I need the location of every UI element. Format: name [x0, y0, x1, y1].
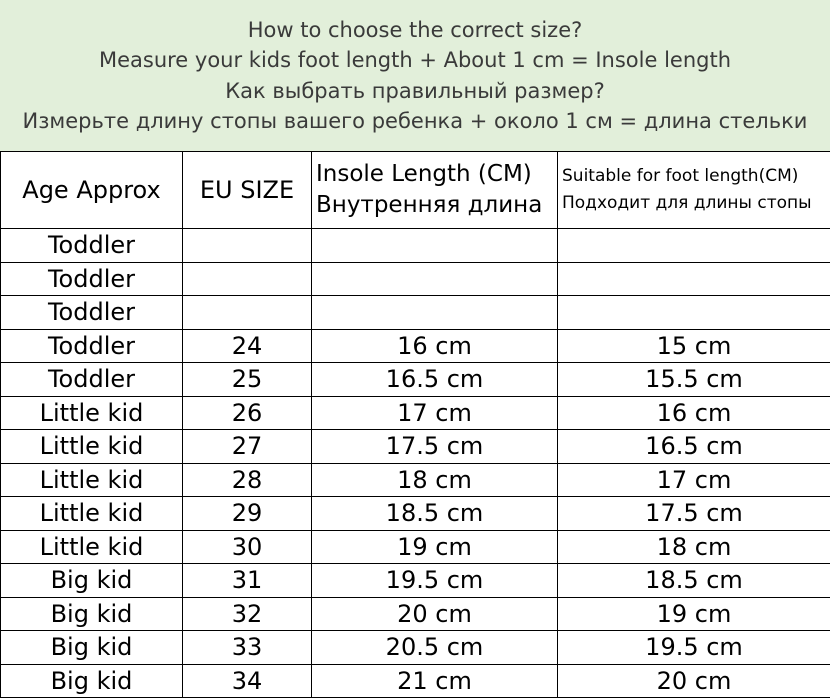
eu-size-cell [183, 229, 312, 263]
foot-length-cell: 15 cm [558, 329, 830, 363]
eu-size-cell: 33 [183, 631, 312, 665]
table-row [1, 597, 830, 631]
foot-length-cell: 17.5 cm [558, 497, 830, 531]
age-cell: Big kid [1, 631, 183, 665]
foot-length-cell: 17 cm [558, 463, 830, 497]
age-cell: Little kid [1, 530, 183, 564]
insole-length-cell: 16.5 cm [312, 363, 558, 397]
foot-length-cell [558, 229, 830, 263]
age-cell: Toddler [1, 262, 183, 296]
header-insole-length-ru: Внутренняя длина [316, 190, 557, 221]
table-row [1, 363, 830, 397]
table-row [1, 463, 830, 497]
eu-size-cell: 31 [183, 564, 312, 598]
eu-size-cell: 25 [183, 363, 312, 397]
eu-size-cell: 30 [183, 530, 312, 564]
insole-length-cell: 18 cm [312, 463, 558, 497]
insole-length-cell: 20 cm [312, 597, 558, 631]
age-cell: Little kid [1, 463, 183, 497]
age-cell: Toddler [1, 229, 183, 263]
foot-length-cell: 16.5 cm [558, 430, 830, 464]
age-cell: Toddler [1, 296, 183, 330]
foot-length-cell: 20 cm [558, 664, 830, 698]
age-cell: Little kid [1, 396, 183, 430]
insole-length-cell: 19.5 cm [312, 564, 558, 598]
eu-size-cell: 29 [183, 497, 312, 531]
age-cell: Big kid [1, 564, 183, 598]
foot-length-cell: 19 cm [558, 597, 830, 631]
insole-length-cell: 18.5 cm [312, 497, 558, 531]
table-row [1, 296, 830, 330]
insole-length-cell: 16 cm [312, 329, 558, 363]
foot-length-cell [558, 296, 830, 330]
foot-length-cell: 16 cm [558, 396, 830, 430]
intro-question-ru: Как выбрать правильный размер? [225, 76, 605, 107]
table-row [1, 329, 830, 363]
header-insole-length-en: Insole Length (CM) [316, 159, 557, 190]
age-cell: Toddler [1, 363, 183, 397]
eu-size-cell: 34 [183, 664, 312, 698]
intro-question-en: How to choose the correct size? [248, 15, 583, 46]
table-row [1, 530, 830, 564]
table-row [1, 262, 830, 296]
foot-length-cell [558, 262, 830, 296]
age-cell: Little kid [1, 497, 183, 531]
header-insole-length [312, 152, 558, 229]
header-eu-size: EU SIZE [183, 152, 312, 229]
eu-size-cell: 27 [183, 430, 312, 464]
table-header-row [1, 152, 830, 229]
insole-length-cell: 17.5 cm [312, 430, 558, 464]
table-row [1, 430, 830, 464]
foot-length-cell: 18 cm [558, 530, 830, 564]
table-row [1, 564, 830, 598]
eu-size-cell [183, 262, 312, 296]
header-foot-length-ru: Подходит для длины стопы [562, 190, 830, 217]
insole-length-cell [312, 262, 558, 296]
insole-length-cell [312, 296, 558, 330]
table-row [1, 229, 830, 263]
age-cell: Big kid [1, 597, 183, 631]
size-table [0, 151, 830, 698]
eu-size-cell: 32 [183, 597, 312, 631]
table-row [1, 664, 830, 698]
insole-length-cell [312, 229, 558, 263]
intro-formula-en: Measure your kids foot length + About 1 cm = Insole length [99, 45, 731, 76]
age-cell: Little kid [1, 430, 183, 464]
eu-size-cell: 28 [183, 463, 312, 497]
table-row [1, 631, 830, 665]
eu-size-cell [183, 296, 312, 330]
header-foot-length-en: Suitable for foot length(CM) [562, 163, 830, 190]
header-foot-length [558, 152, 830, 229]
foot-length-cell: 19.5 cm [558, 631, 830, 665]
table-row [1, 497, 830, 531]
age-cell: Big kid [1, 664, 183, 698]
foot-length-cell: 18.5 cm [558, 564, 830, 598]
insole-length-cell: 21 cm [312, 664, 558, 698]
eu-size-cell: 24 [183, 329, 312, 363]
header-age-approx: Age Approx [1, 152, 183, 229]
insole-length-cell: 17 cm [312, 396, 558, 430]
intro-formula-ru: Измерьте длину стопы вашего ребенка + около 1 см = длина стельки [23, 106, 808, 137]
insole-length-cell: 20.5 cm [312, 631, 558, 665]
table-row [1, 396, 830, 430]
foot-length-cell: 15.5 cm [558, 363, 830, 397]
eu-size-cell: 26 [183, 396, 312, 430]
size-guide-banner [0, 0, 830, 152]
insole-length-cell: 19 cm [312, 530, 558, 564]
age-cell: Toddler [1, 329, 183, 363]
